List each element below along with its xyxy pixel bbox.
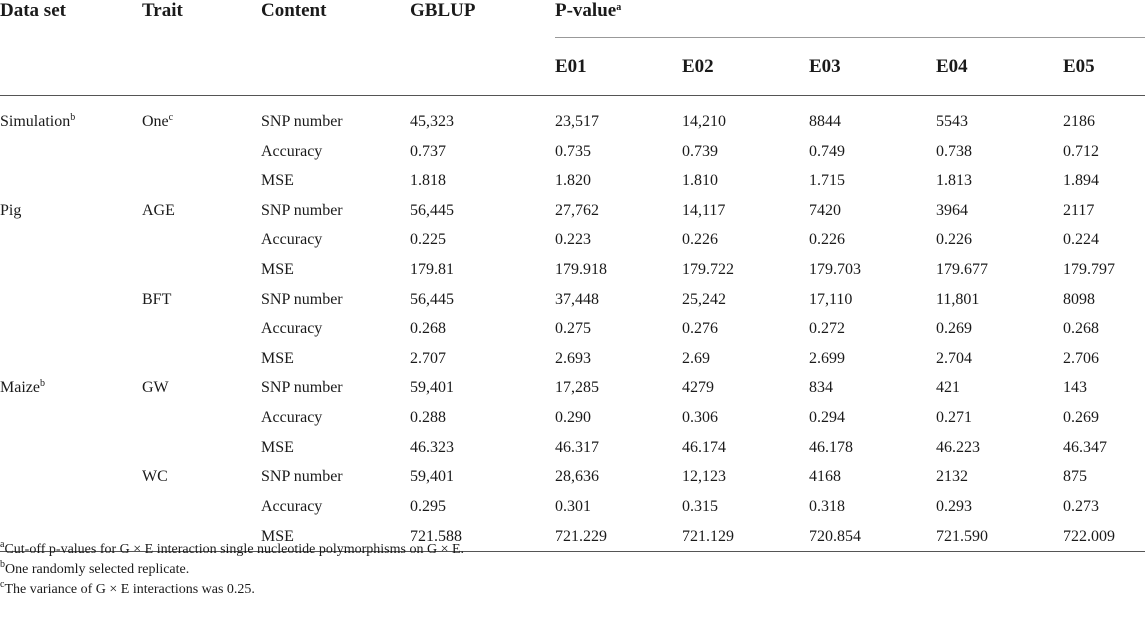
footnote-b: $^b$One randomly selected replicate. (0, 559, 190, 577)
footnote-c: $^c$The variance of G × E interactions was 0.25. (0, 579, 255, 597)
cell-dataset (0, 255, 142, 285)
cell-gblup: 46.323 (410, 438, 454, 456)
cell-trait: AGE (142, 201, 175, 219)
cell-e01: 0.275 (555, 320, 591, 338)
cell-gblup: 59,401 (410, 468, 454, 486)
table-row (0, 285, 1145, 315)
cell-trait (142, 344, 261, 374)
cell-e03: 46.178 (809, 438, 853, 456)
cell-dataset (0, 166, 142, 196)
cell-dataset (0, 344, 142, 374)
cell-gblup: 56,445 (410, 201, 454, 219)
cell-content: SNP number (261, 201, 343, 219)
cell-e01: 46.317 (555, 438, 599, 456)
cell-e05: 0.269 (1063, 408, 1099, 426)
cell-e02: 0.315 (682, 497, 718, 515)
cell-e05: 0.712 (1063, 142, 1099, 160)
cell-e05: 8098 (1063, 290, 1095, 308)
cell-content: Accuracy (261, 231, 323, 249)
cell-content: MSE (261, 438, 294, 456)
cell-gblup: 0.225 (410, 231, 446, 249)
header-pvalue (555, 0, 1145, 38)
cell-content: MSE (261, 172, 294, 190)
cell-e04: 2.704 (936, 349, 972, 367)
cell-trait (142, 314, 261, 344)
cell-e03: 8844 (809, 113, 841, 130)
header-row-1 (0, 0, 1145, 38)
cell-content: MSE (261, 349, 294, 367)
cell-trait: GW (142, 379, 169, 397)
cell-e04: 46.223 (936, 438, 980, 456)
table-row (0, 344, 1145, 374)
cell-e01: 0.735 (555, 142, 591, 160)
cell-content: Accuracy (261, 142, 323, 160)
cell-e04: 179.677 (936, 260, 988, 278)
cell-e01: 0.290 (555, 408, 591, 426)
cell-e05: 0.224 (1063, 231, 1099, 249)
cell-e05: 1.894 (1063, 172, 1099, 190)
table-row (0, 196, 1145, 226)
cell-dataset (0, 225, 142, 255)
cell-e02: 14,117 (682, 201, 726, 219)
cell-content: MSE (261, 521, 410, 552)
cell-dataset: Pig (0, 201, 22, 219)
header-gblup: GBLUP (410, 0, 476, 21)
cell-e03: 0.226 (809, 231, 845, 249)
cell-e05: 143 (1063, 379, 1087, 397)
cell-e04: 421 (936, 379, 960, 397)
cell-e04: 5543 (936, 113, 968, 130)
cell-dataset (0, 137, 142, 167)
cell-e04: 0.269 (936, 320, 972, 338)
cell-gblup: 59,401 (410, 379, 454, 397)
table-row (0, 166, 1145, 196)
cell-dataset (0, 314, 142, 344)
cell-gblup: 721.588 (410, 521, 555, 552)
cell-e03: 0.318 (809, 497, 845, 515)
spacer-row (0, 96, 1145, 108)
cell-e03: 179.703 (809, 260, 861, 278)
table-row (0, 433, 1145, 463)
cell-trait: WC (142, 468, 168, 486)
cell-e02: 179.722 (682, 260, 734, 278)
cell-e04: 3964 (936, 201, 968, 219)
cell-dataset (0, 492, 142, 522)
cell-content: MSE (261, 260, 294, 278)
table-footnotes (0, 540, 1145, 600)
cell-e03: 4168 (809, 468, 841, 486)
cell-e03: 720.854 (809, 521, 936, 552)
header-content: Content (261, 0, 327, 21)
cell-gblup: 0.737 (410, 142, 446, 160)
cell-dataset (0, 403, 142, 433)
header-pvalue-sup: a (616, 2, 622, 13)
cell-e03: 7420 (809, 201, 841, 219)
header-trait: Trait (142, 0, 183, 21)
table-row (0, 373, 1145, 403)
cell-dataset: Simulation$^b$ (0, 112, 76, 130)
cell-e01: 1.820 (555, 172, 591, 190)
header-e05: E05 (1063, 38, 1145, 96)
cell-e02: 721.129 (682, 521, 809, 552)
footnote-a: $^a$Cut-off p-values for G × E interaction single nucleotide polymorphisms on G × E. (0, 539, 465, 557)
cell-e02: 14,210 (682, 113, 726, 130)
cell-gblup: 0.288 (410, 408, 446, 426)
cell-e02: 2.69 (682, 349, 710, 367)
cell-e04: 0.293 (936, 497, 972, 515)
header-e04: E04 (936, 38, 1063, 96)
cell-content: SNP number (261, 113, 343, 130)
cell-e03: 2.699 (809, 349, 845, 367)
cell-trait (142, 433, 261, 463)
cell-content: SNP number (261, 379, 343, 397)
cell-e04: 721.590 (936, 521, 1063, 552)
cell-e03: 1.715 (809, 172, 845, 190)
cell-dataset (0, 433, 142, 463)
cell-e01: 28,636 (555, 468, 599, 486)
cell-e05: 2.706 (1063, 349, 1099, 367)
cell-content: Accuracy (261, 320, 323, 338)
cell-e04: 0.271 (936, 408, 972, 426)
cell-trait (142, 225, 261, 255)
cell-e02: 25,242 (682, 290, 726, 308)
cell-e01: 721.229 (555, 521, 682, 552)
cell-e01: 179.918 (555, 260, 607, 278)
cell-e02: 0.276 (682, 320, 718, 338)
cell-e01: 17,285 (555, 379, 599, 397)
table-row (0, 403, 1145, 433)
header-e01: E01 (555, 38, 682, 96)
cell-e04: 2132 (936, 468, 968, 486)
header-pvalue-label: P-value (555, 0, 617, 21)
cell-trait (142, 137, 261, 167)
cell-gblup: 0.295 (410, 497, 446, 515)
cell-e02: 46.174 (682, 438, 726, 456)
cell-e02: 0.306 (682, 408, 718, 426)
cell-gblup: 45,323 (410, 113, 454, 130)
cell-content: SNP number (261, 468, 343, 486)
cell-e02: 1.810 (682, 172, 718, 190)
table-row (0, 137, 1145, 167)
cell-e04: 0.226 (936, 231, 972, 249)
cell-gblup: 1.818 (410, 172, 446, 190)
cell-e05: 2117 (1063, 201, 1095, 219)
cell-e02: 12,123 (682, 468, 726, 486)
cell-e01: 37,448 (555, 290, 599, 308)
cell-e05: 0.273 (1063, 497, 1099, 515)
cell-trait: BFT (142, 290, 172, 308)
cell-e05: 0.268 (1063, 320, 1099, 338)
cell-e05: 722.009 (1063, 521, 1145, 552)
table-body (0, 96, 1145, 552)
cell-e01: 0.301 (555, 497, 591, 515)
cell-trait (142, 403, 261, 433)
cell-e02: 0.739 (682, 142, 718, 160)
header-e02: E02 (682, 38, 809, 96)
table-row (0, 462, 1145, 492)
cell-e03: 0.749 (809, 142, 845, 160)
table-row (0, 225, 1145, 255)
header-e03: E03 (809, 38, 936, 96)
cell-e02: 4279 (682, 379, 714, 397)
table-row (0, 107, 1145, 137)
cell-e03: 834 (809, 379, 833, 397)
cell-trait (142, 166, 261, 196)
cell-content: SNP number (261, 290, 343, 308)
table-row (0, 492, 1145, 522)
cell-dataset: Maize$^b$ (0, 378, 45, 397)
cell-gblup: 0.268 (410, 320, 446, 338)
header-row-2 (0, 38, 1145, 96)
cell-trait: One$^c$ (142, 112, 174, 130)
cell-e01: 0.223 (555, 231, 591, 249)
cell-dataset (0, 285, 142, 315)
cell-e05: 179.797 (1063, 260, 1115, 278)
cell-e01: 23,517 (555, 113, 599, 130)
cell-gblup: 56,445 (410, 290, 454, 308)
cell-e03: 0.272 (809, 320, 845, 338)
cell-dataset (0, 462, 142, 492)
cell-gblup: 179.81 (410, 260, 454, 278)
cell-e01: 2.693 (555, 349, 591, 367)
cell-e05: 2186 (1063, 113, 1095, 130)
cell-content: Accuracy (261, 497, 323, 515)
cell-content: Accuracy (261, 408, 323, 426)
cell-e04: 1.813 (936, 172, 972, 190)
cell-gblup: 2.707 (410, 349, 446, 367)
cell-e03: 0.294 (809, 408, 845, 426)
cell-trait (142, 492, 261, 522)
cell-e04: 0.738 (936, 142, 972, 160)
cell-e01: 27,762 (555, 201, 599, 219)
header-dataset: Data set (0, 0, 66, 21)
table-row (0, 255, 1145, 285)
cell-e05: 875 (1063, 468, 1087, 486)
cell-e02: 0.226 (682, 231, 718, 249)
table-row (0, 314, 1145, 344)
cell-e05: 46.347 (1063, 438, 1107, 456)
cell-trait (142, 255, 261, 285)
cell-e04: 11,801 (936, 290, 980, 308)
cell-e03: 17,110 (809, 290, 853, 308)
